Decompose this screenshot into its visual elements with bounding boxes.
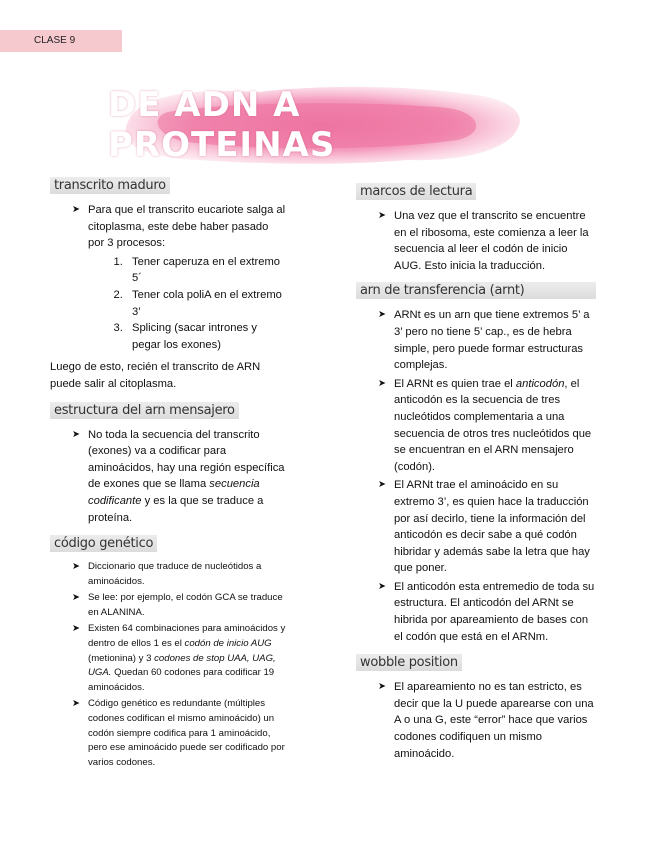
list-item: ➤ Se lee: por ejemplo, el codón GCA se traduce en ALANINA.	[72, 591, 286, 620]
bullet-list	[50, 427, 286, 527]
text-run: (metionina) y 3	[88, 652, 155, 664]
text-run: y es la que se traduce a proteína.	[88, 494, 264, 524]
section-arn-transferencia	[356, 282, 596, 645]
section-heading: estructura del arn mensajero	[50, 402, 239, 419]
section-marcos-lectura	[356, 182, 596, 274]
list-item: ➤ Diccionario que traduce de nucleótidos a aminoácidos.	[72, 560, 286, 589]
list-item	[72, 202, 286, 353]
text-run: Quedan 60 codones para codificar 19 aminoácidos.	[88, 667, 275, 693]
list-item	[72, 622, 286, 695]
section-estructura-arnm	[50, 401, 286, 527]
section-transcrito-maduro	[50, 176, 286, 393]
bullet-list	[356, 208, 596, 274]
list-item	[72, 427, 286, 527]
section-heading: código genético	[50, 535, 157, 552]
section-codigo-genetico	[50, 534, 286, 770]
bullet-list	[50, 560, 286, 770]
italic-term: codón de inicio AUG	[184, 638, 272, 650]
list-item: ➤ El ARNt trae el aminoácido en su extremo 3’, es quien hace la traducción por así decirlo, tiene la información del anticodón es decir sabe a qué codón hibridar y además sabe la letra que hay que poner.	[378, 477, 596, 577]
left-column	[50, 176, 286, 778]
numbered-item: 1. Tener caperuza en el extremo 5´	[126, 254, 286, 287]
section-wobble-position	[356, 653, 596, 762]
title-banner	[108, 82, 528, 168]
section-heading: marcos de lectura	[356, 183, 476, 200]
section-heading: transcrito maduro	[50, 177, 170, 194]
list-item: ➤ ARNt es un arn que tiene extremos 5’ a 3’ pero no tiene 5’ cap., es de hebra simple, pero puede formar estructuras complejas.	[378, 307, 596, 373]
italic-term: codones de stop UAA, UAG, UGA.	[88, 652, 276, 679]
numbered-item: 2. Tener cola poliA en el extremo 3’	[126, 287, 286, 320]
list-item: ➤ El anticodón esta entremedio de toda su estructura. El anticodón del ARNt se hibrida por apareamiento de bases con el codón que está en el ARNm.	[378, 579, 596, 645]
text-run: Existen 64 combinaciones para aminoácidos y dentro de ellos 1 es el	[88, 623, 286, 650]
right-column	[356, 182, 596, 770]
class-tag: CLASE 9	[0, 30, 122, 52]
italic-term: anticodón	[515, 377, 565, 390]
list-item	[378, 376, 596, 476]
numbered-list	[88, 254, 286, 354]
text-run: , el anticodón es la secuencia de tres nucleótidos complementaria a una secuencia de otros tres nucleótidos que se encuentran en el ARN mensajero (codón).	[394, 377, 592, 473]
section-heading: wobble position	[356, 654, 462, 671]
page-title: DE ADN A PROTEINAS	[108, 85, 336, 165]
list-item: ➤ Una vez que el transcrito se encuentre en el ribosoma, este comienza a leer la secuencia al leer el codón de inicio AUG. Esto inicia la traducción.	[378, 208, 596, 274]
text-run: El ARNt es quien trae el	[394, 377, 516, 390]
italic-term: secuencia codificante	[88, 478, 260, 507]
paragraph: Luego de esto, recién el transcrito de ARN puede salir al citoplasma.	[50, 361, 261, 390]
list-item-text: Para que el transcrito eucariote salga al citoplasma, este debe haber pasado por 3 procesos:	[88, 204, 286, 250]
bullet-list	[356, 307, 596, 645]
numbered-item: 3. Splicing (sacar intrones y pegar los exones)	[126, 320, 286, 353]
bullet-list	[50, 202, 286, 353]
list-item: ➤ Código genético es redundante (múltiples codones codifican el mismo aminoácido) un codón siempre codifica para 1 aminoácido, pero ese aminoácido puede ser codificado por varios codones.	[72, 697, 286, 770]
list-item: ➤ El apareamiento no es tan estricto, es decir que la U puede aparearse con una A o una G, este “error” hace que varios codones codifiquen un mismo aminoácido.	[378, 679, 596, 762]
text-run: No toda la secuencia del transcrito (exones) va a codificar para aminoácidos, hay una región específica de exones que se llama	[88, 428, 285, 491]
section-heading: arn de transferencia (arnt)	[356, 282, 596, 299]
bullet-list	[356, 679, 596, 762]
